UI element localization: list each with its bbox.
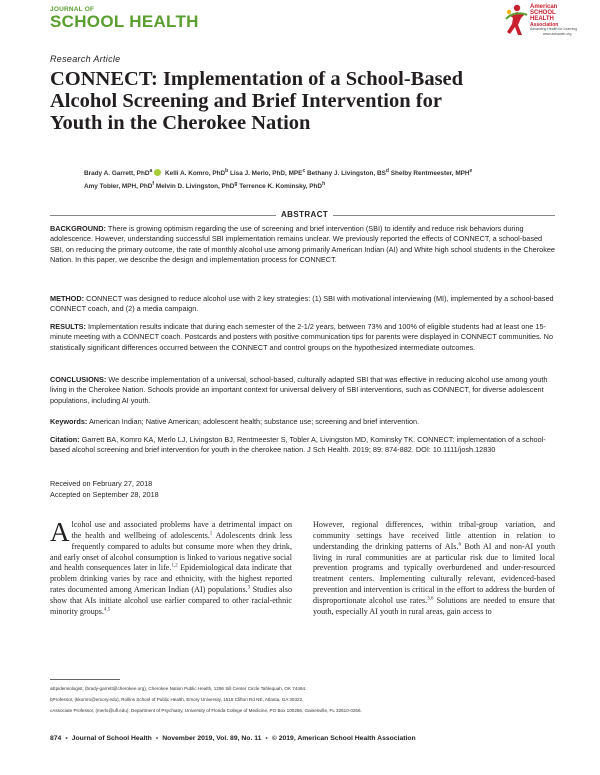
- author: Shelby Rentmeester, MPH: [390, 170, 470, 177]
- reference-mark[interactable]: 3: [247, 585, 251, 591]
- reference-mark[interactable]: 6: [458, 542, 461, 547]
- received-date: Received on February 27, 2018: [50, 479, 153, 488]
- keywords: [50, 417, 555, 427]
- footer-issue: November 2019, Vol. 89, No. 11: [162, 735, 262, 742]
- author: Bethany J. Livingston, BS: [307, 170, 386, 177]
- section-label: Citation:: [50, 435, 80, 444]
- footnote: cAssociate Professor, (merlo@ufl.edu), Department of Psychiatry, University of Florida College of Medicine, PO Box 100256, Gainesville, FL 32610-0256.: [50, 708, 362, 713]
- article-type: Research Article: [50, 54, 121, 64]
- section-text: CONNECT was designed to reduce alcohol use with 2 key strategies: (1) SBI with motivational interviewing (MI), implemented by a school-based CONNECT coach, and (2) a media campaign.: [50, 294, 554, 314]
- page-number: 874: [50, 735, 62, 742]
- body-text: Solutions are needed to ensure that youth, especially AI youth in rural areas, gain access to: [313, 595, 555, 616]
- reference-mark[interactable]: 1: [209, 531, 213, 537]
- section-text: We describe implementation of a universal, school-based, culturally adapted SBI that was effective in reducing alcohol use among youth living in the Cherokee Nation. Schools provide an important context for universal delivery of SBI interventions, such as CONNECT, for diverse adolescent populations, including AI youth.: [50, 375, 548, 405]
- body-column-left: [50, 517, 293, 618]
- affiliation-mark: h: [322, 180, 326, 187]
- affiliation-mark: e: [469, 167, 473, 174]
- asha-name-line: HEALTH: [530, 16, 554, 22]
- asha-name-line: Association: [530, 22, 559, 28]
- abstract-method: [50, 294, 555, 315]
- body-text: lcohol use and associated problems have a detrimental impact on the health and wellbeing of adolescents.: [71, 520, 292, 540]
- author: Lisa J. Merlo, PhD, MPE: [230, 170, 303, 177]
- drop-cap: A: [50, 517, 70, 547]
- section-text: American Indian; Native American; adolescent health; substance use; screening and brief intervention.: [88, 417, 420, 426]
- reference-mark[interactable]: 4,5: [103, 607, 111, 613]
- body-column-right: [313, 520, 555, 618]
- abstract-background: [50, 224, 555, 266]
- abstract-conclusions: [50, 375, 555, 406]
- author: Melvin D. Livingston, PhD: [155, 183, 235, 190]
- footnote: bProfessor, (kkomro@emory.edu), Rollins School of Public Health, Emory University, 1518 Clifton Rd NE, Atlanta, GA 30322.: [50, 697, 304, 702]
- footer-journal: Journal of School Health: [71, 735, 152, 742]
- author: Brady A. Garrett, PhD: [84, 170, 150, 177]
- author-list: [84, 167, 554, 193]
- footnote-divider: [50, 679, 120, 680]
- orcid-icon[interactable]: [154, 169, 161, 176]
- journal-name-small: JOURNAL OF: [50, 6, 95, 13]
- section-text: Implementation results indicate that during each semester of the 2-1/2 years, between 73% and 100% of eligible students had at least one 15-minute meeting with a CONNECT coach. Postcards and posters with positive communication tips for parents were displayed in CONNECT communities. No statistically significant differences occurred between the CONNECT and control groups on the hypothesized intermediate outcomes.: [50, 322, 554, 352]
- affiliation-mark: c: [302, 167, 306, 174]
- author: Kelli A. Komro, PhD: [165, 170, 226, 177]
- body-text: Studies also show that AIs initiate alcohol use earlier compared to other racial-ethnic minority groups.: [50, 585, 293, 616]
- asha-name-line: SCHOOL: [530, 10, 556, 16]
- section-label: RESULTS:: [50, 322, 86, 331]
- author: Terrence K. Kominsky, PhD: [239, 183, 323, 190]
- affiliation-mark: g: [234, 180, 238, 187]
- asha-url[interactable]: www.ashaweb.org: [543, 32, 572, 36]
- body-text: However, regional differences, within tribal-group variation, and community settings have received little attention in relation to understanding the drinking patterns of AIs.: [313, 520, 555, 551]
- section-text: There is growing optimism regarding the use of screening and brief intervention (SBI) to identify and reduce risk behaviors during adolescence. However, understanding successful SBI implementation remains unclear. We previously reported the effects of CONNECT, a school-based SBI, on reducing the primary outcome, the rate of monthly alcohol use among primarily American Indian (AI) and White high school students in the Cherokee Nation. In this paper, we describe the design and implementation process for CONNECT.: [50, 224, 555, 265]
- section-label: BACKGROUND:: [50, 224, 106, 233]
- body-text: Both AI and non-AI youth living in rural communities are at particular risk due to limited local prevention programs and typically overburdened and under-resourced treatment centers. Implementing culturally relevant, evidenced-based prevention and intervention is critical in the effort to address the burden of disproportionate alcohol use rates.: [313, 541, 555, 605]
- footnote: aEpidemiologist, (brady-garrett@cherokee.org), Cherokee Nation Public Health, 1296 Sill Center Circle Tahlequah, OK 74464.: [50, 686, 307, 691]
- citation: [50, 435, 555, 456]
- page-footer: 874 • Journal of School Health • November 2019, Vol. 89, No. 11 • © 2019, American School Health Association: [50, 735, 416, 742]
- body-text: Epidemiological data indicate that problem drinking varies by race and ethnicity, with the highest reported rates documented among American Indian (AI) populations.: [50, 563, 293, 595]
- section-label: Keywords:: [50, 417, 88, 426]
- asha-name-line: American: [530, 4, 558, 10]
- affiliation-mark: b: [225, 167, 229, 174]
- affiliation-mark: a: [149, 167, 153, 174]
- asha-tagline: Advancing Health for Learning: [530, 27, 578, 31]
- reference-mark[interactable]: 3,6: [427, 596, 434, 602]
- abstract-results: [50, 322, 555, 353]
- author: Amy Tobler, MPH, PhD: [84, 183, 153, 190]
- reference-mark[interactable]: 1,2: [171, 563, 178, 569]
- section-label: METHOD:: [50, 294, 85, 303]
- abstract-heading: ABSTRACT: [276, 210, 333, 219]
- section-text: Garrett BA, Komro KA, Merlo LJ, Livingston BJ, Rentmeester S, Tobler A, Livingston MD, Kominsky TK. CONNECT: implementation of a school-based alcohol screening and brief intervention for youth in the cherokee nation. J Sch Health. 2019; 89: 874-882. DOI: 10.1111/josh.12830: [50, 435, 546, 455]
- asha-logo-figure-icon: [503, 3, 529, 37]
- body-text: Adolescents drink less frequently compared to adults but consume more when they drink, and early onset of alcohol consumption is linked to various negative social and health consequences later in life.: [50, 530, 292, 573]
- affiliation-mark: d: [385, 167, 389, 174]
- section-label: CONCLUSIONS:: [50, 375, 107, 384]
- accepted-date: Accepted on September 28, 2018: [50, 490, 159, 499]
- affiliation-mark: f: [152, 180, 155, 187]
- article-title: CONNECT: Implementation of a School-Based Alcohol Screening and Brief Intervention for Youth in the Cherokee Nation: [50, 68, 464, 134]
- journal-name: SCHOOL HEALTH: [50, 12, 199, 31]
- footer-copyright: © 2019, American School Health Association: [271, 735, 416, 742]
